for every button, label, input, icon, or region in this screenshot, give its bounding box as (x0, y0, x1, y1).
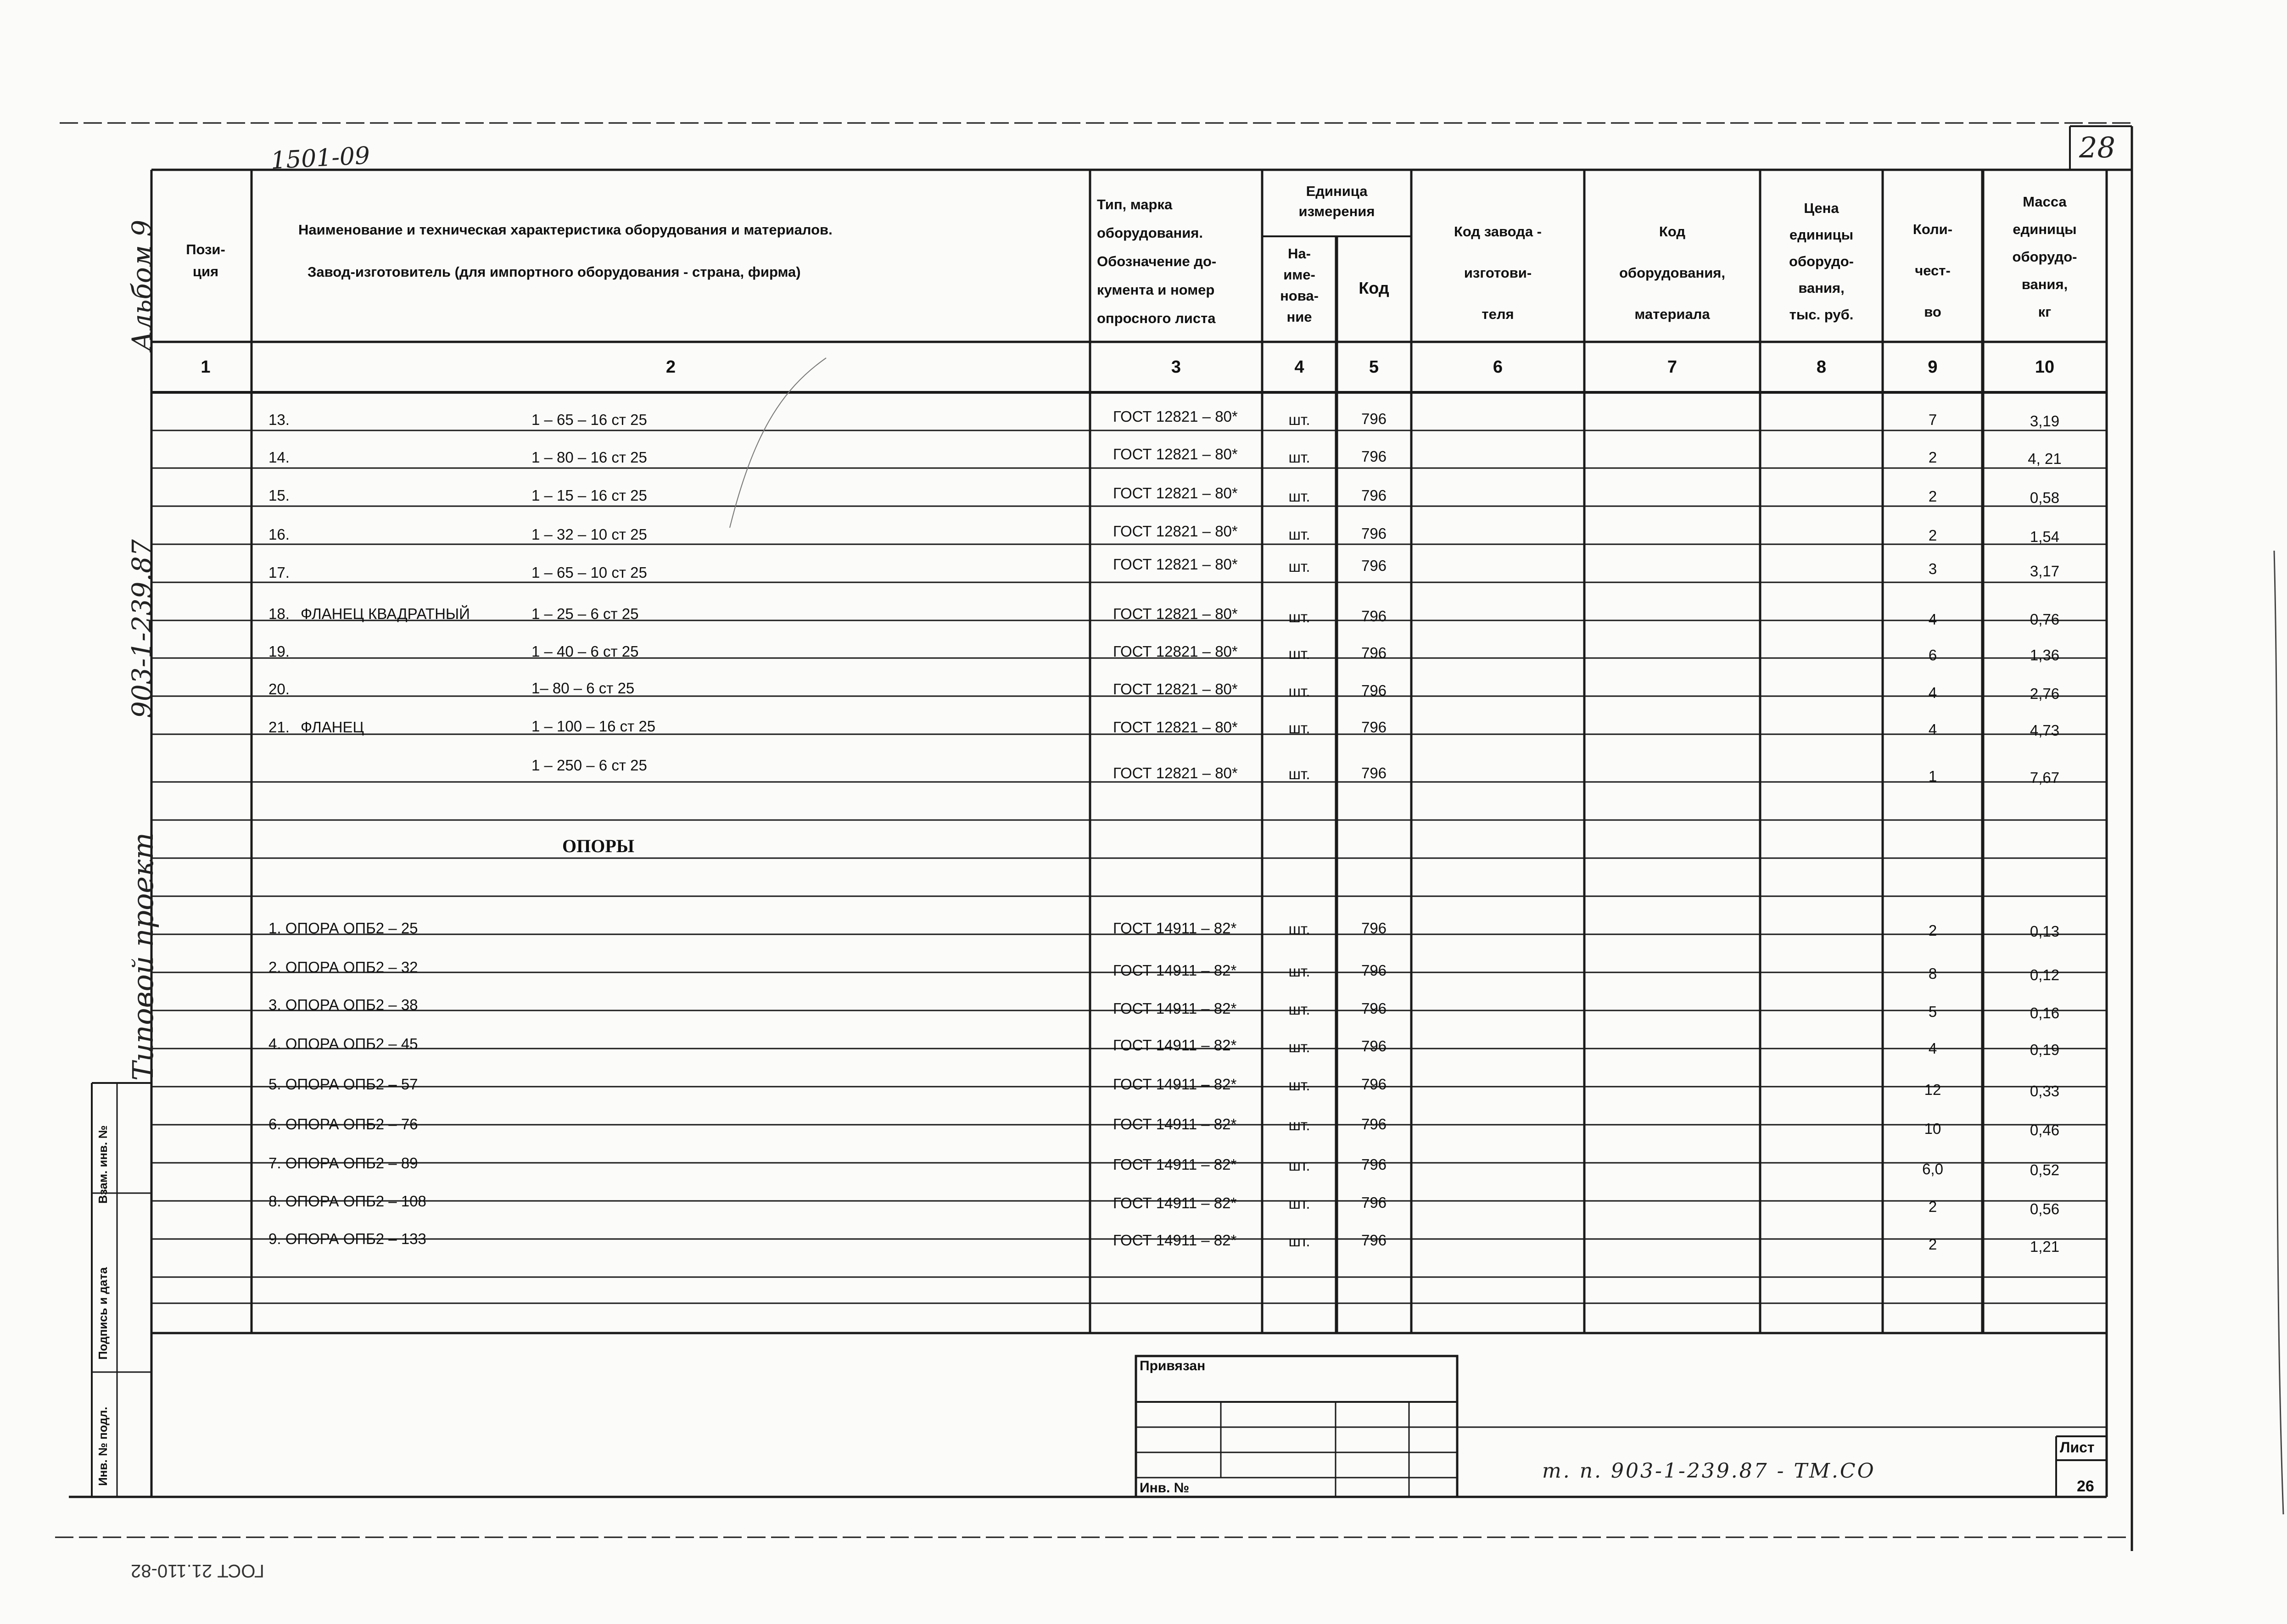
row-qty: 1 (1928, 768, 1937, 785)
support-name: 7. ОПОРА ОПБ2 – 89 (268, 1155, 418, 1172)
row-position: 21. (268, 719, 290, 736)
support-mass: 0,19 (2030, 1041, 2060, 1058)
row-code: 796 (1361, 557, 1387, 574)
row-mass: 1,54 (2030, 528, 2060, 545)
row-unit: шт. (1288, 683, 1310, 700)
row-document: ГОСТ 12821 – 80* (1113, 681, 1238, 698)
hdr-col6: Код завода - изготови- теля (1454, 223, 1542, 322)
support-code: 796 (1361, 1156, 1387, 1173)
support-unit: шт. (1288, 1038, 1310, 1055)
support-document: ГОСТ 14911 – 82* (1113, 1076, 1237, 1093)
row-code: 796 (1361, 448, 1387, 465)
row-qty: 4 (1928, 721, 1937, 738)
support-unit: шт. (1288, 1233, 1310, 1250)
row-position: 16. (268, 526, 290, 543)
row-mass: 4, 21 (2028, 450, 2062, 467)
row-unit: шт. (1288, 411, 1310, 428)
support-unit: шт. (1288, 1157, 1310, 1174)
support-mass: 0,56 (2030, 1200, 2060, 1217)
row-document: ГОСТ 12821 – 80* (1113, 765, 1238, 781)
project-side-label: 903-1-239.87 (126, 539, 157, 718)
row-code: 796 (1361, 644, 1387, 661)
row-mass: 7,67 (2030, 769, 2060, 786)
support-name: 6. ОПОРА ОПБ2 – 76 (268, 1116, 418, 1133)
support-document: ГОСТ 14911 – 82* (1113, 920, 1237, 937)
colnum-9: 9 (1928, 357, 1938, 377)
row-qty: 4 (1928, 684, 1937, 701)
row-position: 14. (268, 449, 290, 466)
bottom-mirrored-text: ГОСТ 21.110-82 (131, 1561, 264, 1581)
sheet-label: Лист (2060, 1439, 2095, 1456)
row-size: 1 – 15 – 16 ст 25 (531, 487, 647, 504)
hdr-col2: Наименование и техническая характеристика оборудования и материалов. Завод-изготовитель (для импортного оборудования - страна, фирма) (298, 222, 833, 280)
colnum-8: 8 (1816, 357, 1827, 377)
row-unit: шт. (1288, 488, 1310, 505)
support-qty: 6,0 (1922, 1161, 1943, 1178)
support-name: 9. ОПОРА ОПБ2 – 133 (268, 1230, 426, 1247)
archive-number: 1501-09 (270, 142, 371, 175)
row-document: ГОСТ 12821 – 80* (1113, 408, 1238, 425)
support-qty: 10 (1924, 1120, 1941, 1137)
support-mass: 0,13 (2030, 923, 2060, 940)
row-unit: шт. (1288, 449, 1310, 466)
support-document: ГОСТ 14911 – 82* (1113, 1232, 1237, 1249)
row-code: 796 (1361, 765, 1387, 781)
hdr-col7: Код оборудования, материала (1619, 223, 1725, 322)
row-code: 796 (1361, 682, 1387, 699)
support-document: ГОСТ 14911 – 82* (1113, 1000, 1237, 1017)
support-document: ГОСТ 14911 – 82* (1113, 1194, 1237, 1211)
support-qty: 8 (1928, 965, 1937, 982)
colnum-4: 4 (1294, 357, 1304, 377)
row-document: ГОСТ 12821 – 80* (1113, 523, 1238, 540)
row-qty: 2 (1928, 527, 1937, 544)
row-mass: 0,76 (2030, 611, 2060, 628)
document-designation: т. п. 903-1-239.87 - ТМ.СО (1542, 1459, 1876, 1483)
support-mass: 0,52 (2030, 1161, 2060, 1178)
row-size: 1 – 65 – 10 ст 25 (531, 564, 647, 581)
row-size: 1 – 100 – 16 ст 25 (531, 718, 656, 735)
row-document: ГОСТ 12821 – 80* (1113, 556, 1238, 573)
support-qty: 2 (1928, 1198, 1937, 1215)
support-qty: 4 (1928, 1040, 1937, 1057)
row-position: 15. (268, 487, 290, 504)
hdr-col9: Коли- чест- во (1912, 221, 1953, 320)
row-position: 20. (268, 681, 290, 698)
hdr-col10: Масса единицы оборудо- вания, кг (2012, 194, 2077, 320)
colnum-6: 6 (1493, 357, 1503, 377)
stamp-inv-label: Инв. № (1140, 1480, 1190, 1496)
support-document: ГОСТ 14911 – 82* (1113, 1037, 1237, 1054)
stamp-bound-label: Привязан (1140, 1358, 1206, 1373)
section-title-supports: ОПОРЫ (562, 836, 635, 856)
row-unit: шт. (1288, 765, 1310, 782)
support-unit: шт. (1288, 1116, 1310, 1133)
support-unit: шт. (1288, 921, 1310, 938)
row-qty: 6 (1928, 647, 1937, 664)
support-unit: шт. (1288, 1077, 1310, 1094)
row-unit: шт. (1288, 526, 1310, 543)
inv-orig-label: Инв. № подл. (96, 1406, 110, 1486)
row-qty: 2 (1928, 488, 1937, 505)
support-document: ГОСТ 14911 – 82* (1113, 1156, 1237, 1173)
row-name: ФЛАНЕЦ (301, 719, 364, 736)
row-code: 796 (1361, 608, 1387, 625)
album-side-label: Альбом 9 (126, 219, 157, 351)
row-qty: 3 (1928, 560, 1937, 577)
row-document: ГОСТ 12821 – 80* (1113, 643, 1238, 660)
support-qty: 12 (1924, 1081, 1941, 1098)
support-qty: 2 (1928, 1236, 1937, 1253)
support-name: 3. ОПОРА ОПБ2 – 38 (268, 996, 418, 1013)
row-unit: шт. (1288, 720, 1310, 737)
support-mass: 0,12 (2030, 966, 2060, 983)
signature-date-label: Подпись и дата (96, 1267, 110, 1360)
colnum-2: 2 (665, 357, 676, 377)
support-unit: шт. (1288, 963, 1310, 980)
row-code: 796 (1361, 719, 1387, 736)
colnum-1: 1 (201, 357, 211, 377)
row-size: 1– 80 – 6 ст 25 (531, 680, 635, 697)
support-unit: шт. (1288, 1001, 1310, 1018)
support-qty: 5 (1928, 1003, 1937, 1020)
support-unit: шт. (1288, 1195, 1310, 1212)
row-unit: шт. (1288, 608, 1310, 625)
support-mass: 0,33 (2030, 1083, 2060, 1099)
row-mass: 4,73 (2030, 722, 2060, 739)
colnum-7: 7 (1667, 357, 1678, 377)
row-document: ГОСТ 12821 – 80* (1113, 485, 1238, 502)
support-document: ГОСТ 14911 – 82* (1113, 1116, 1237, 1133)
support-code: 796 (1361, 1232, 1387, 1249)
row-mass: 3,17 (2030, 563, 2060, 580)
row-position: 17. (268, 564, 290, 581)
support-name: 5. ОПОРА ОПБ2 – 57 (268, 1076, 418, 1093)
support-name: 2. ОПОРА ОПБ2 – 32 (268, 959, 418, 976)
hdr-col3: Тип, марка оборудования. Обозначение до- кумента и номер опросного листа (1097, 196, 1217, 326)
support-code: 796 (1361, 1000, 1387, 1017)
support-document: ГОСТ 14911 – 82* (1113, 962, 1237, 979)
row-position: 19. (268, 643, 290, 660)
row-size: 1 – 65 – 16 ст 25 (531, 411, 647, 428)
support-code: 796 (1361, 962, 1387, 979)
support-code: 796 (1361, 1116, 1387, 1133)
row-position: 18. (268, 605, 290, 622)
support-name: 4. ОПОРА ОПБ2 – 45 (268, 1035, 418, 1052)
row-qty: 7 (1928, 411, 1937, 428)
row-size: 1 – 80 – 16 ст 25 (531, 449, 647, 466)
row-code: 796 (1361, 487, 1387, 504)
support-name: 8. ОПОРА ОПБ2 – 108 (268, 1193, 426, 1210)
hdr-col1: Пози- ция (186, 241, 225, 279)
support-mass: 0,46 (2030, 1122, 2060, 1138)
support-qty: 2 (1928, 922, 1937, 939)
row-size: 1 – 250 – 6 ст 25 (531, 757, 647, 774)
row-mass: 0,58 (2030, 489, 2060, 506)
row-qty: 2 (1928, 449, 1937, 466)
colnum-3: 3 (1171, 357, 1181, 377)
sheet-number: 26 (2077, 1478, 2094, 1495)
row-size: 1 – 32 – 10 ст 25 (531, 526, 647, 543)
typical-side-label: Типовой проект (126, 832, 160, 1081)
row-code: 796 (1361, 410, 1387, 427)
support-name: 1. ОПОРА ОПБ2 – 25 (268, 920, 418, 937)
row-document: ГОСТ 12821 – 80* (1113, 605, 1238, 622)
row-unit: шт. (1288, 645, 1310, 662)
support-code: 796 (1361, 1194, 1387, 1211)
support-code: 796 (1361, 1076, 1387, 1093)
support-mass: 0,16 (2030, 1005, 2060, 1021)
row-mass: 3,19 (2030, 413, 2060, 430)
row-size: 1 – 25 – 6 ст 25 (531, 605, 639, 622)
support-code: 796 (1361, 920, 1387, 937)
colnum-5: 5 (1369, 357, 1379, 377)
hdr-col4: На- име- нова- ние (1280, 246, 1319, 325)
colnum-10: 10 (2035, 357, 2055, 377)
row-qty: 4 (1928, 611, 1937, 628)
row-document: ГОСТ 12821 – 80* (1113, 446, 1238, 463)
hdr-col8: Цена единицы оборудо- вания, тыс. руб. (1789, 200, 1854, 323)
row-unit: шт. (1288, 558, 1310, 575)
page-number-corner: 28 (2079, 131, 2115, 164)
row-mass: 1,36 (2030, 647, 2060, 664)
row-position: 13. (268, 411, 290, 428)
row-mass: 2,76 (2030, 685, 2060, 702)
hdr-col5: Код (1359, 279, 1389, 297)
support-mass: 1,21 (2030, 1238, 2060, 1255)
hdr-unit: Единица измерения (1298, 183, 1375, 219)
row-document: ГОСТ 12821 – 80* (1113, 719, 1238, 736)
row-code: 796 (1361, 525, 1387, 542)
replacement-inv-label: Взам. инв. № (96, 1125, 110, 1204)
row-name: ФЛАНЕЦ КВАДРАТНЫЙ (301, 605, 470, 622)
row-size: 1 – 40 – 6 ст 25 (531, 643, 639, 660)
support-code: 796 (1361, 1038, 1387, 1055)
